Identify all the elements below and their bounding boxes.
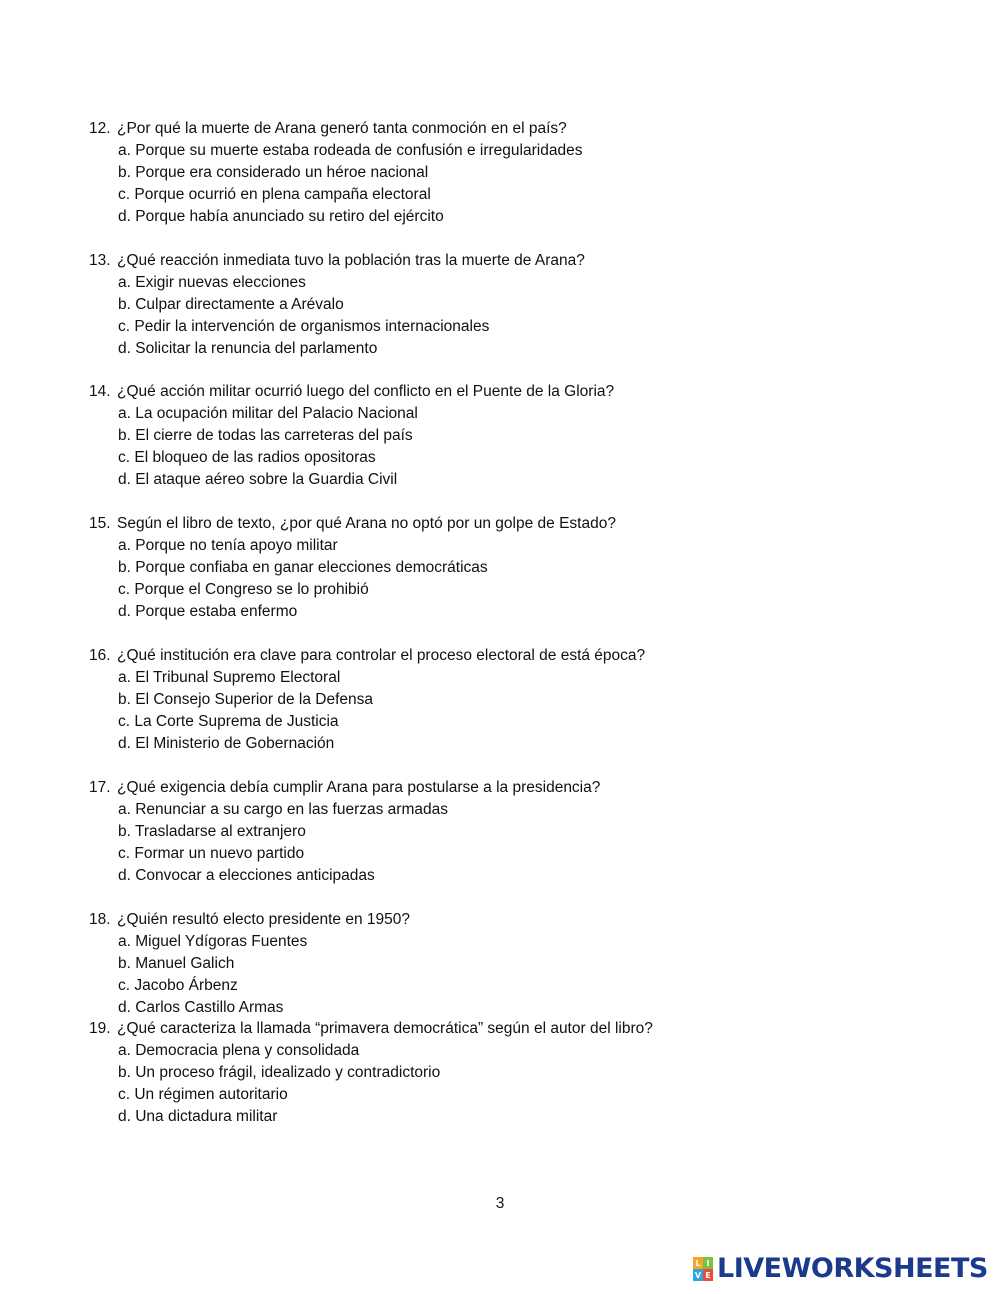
question-text: ¿Qué reacción inmediata tuvo la población tras la muerte de Arana? (117, 252, 585, 269)
question-12 (89, 118, 949, 228)
question-number: 14. (89, 383, 111, 400)
question-number: 17. (89, 779, 111, 796)
option-c: c. Formar un nuevo partido (118, 845, 305, 862)
option-a: a. La ocupación militar del Palacio Nacional (118, 405, 418, 422)
option-c: c. Un régimen autoritario (118, 1086, 288, 1103)
option-d: d. Convocar a elecciones anticipadas (118, 867, 375, 884)
question-text: ¿Por qué la muerte de Arana generó tanta conmoción en el país? (117, 120, 567, 137)
question-13 (89, 250, 949, 360)
question-14 (89, 381, 949, 491)
question-text: ¿Qué exigencia debía cumplir Arana para postularse a la presidencia? (117, 779, 601, 796)
question-line (89, 909, 949, 931)
option-c: c. Porque ocurrió en plena campaña electoral (118, 186, 431, 203)
option-b: b. Culpar directamente a Arévalo (118, 296, 344, 313)
option-d: d. El Ministerio de Gobernación (118, 735, 335, 752)
page-number: 3 (495, 1195, 505, 1212)
question-line (89, 1018, 949, 1040)
option-b: b. Porque era considerado un héroe nacional (118, 164, 429, 181)
option-c: c. Porque el Congreso se lo prohibió (118, 581, 369, 598)
option-c: c. El bloqueo de las radios opositoras (118, 449, 376, 466)
question-number: 18. (89, 911, 111, 928)
question-line (89, 513, 949, 535)
question-text: ¿Qué caracteriza la llamada “primavera democrática” según el autor del libro? (117, 1020, 653, 1037)
question-text: ¿Qué acción militar ocurrió luego del conflicto en el Puente de la Gloria? (117, 383, 615, 400)
question-number: 12. (89, 120, 111, 137)
question-18 (89, 909, 949, 1019)
option-d: d. Porque estaba enfermo (118, 603, 298, 620)
question-line (89, 381, 949, 403)
question-line (89, 777, 949, 799)
option-d: d. Una dictadura militar (118, 1108, 278, 1125)
option-b: b. Porque confiaba en ganar elecciones democráticas (118, 559, 488, 576)
question-text: ¿Qué institución era clave para controlar el proceso electoral de está época? (117, 647, 646, 664)
question-line (89, 118, 949, 140)
logo-mark-letter: I (703, 1257, 713, 1269)
option-a: a. Porque su muerte estaba rodeada de confusión e irregularidades (118, 142, 583, 159)
option-a: a. Porque no tenía apoyo militar (118, 537, 338, 554)
option-a: a. Miguel Ydígoras Fuentes (118, 933, 308, 950)
question-number: 19. (89, 1020, 111, 1037)
option-c: c. La Corte Suprema de Justicia (118, 713, 339, 730)
logo-text: LIVEWORKSHEETS (717, 1253, 988, 1284)
option-a: a. Exigir nuevas elecciones (118, 274, 306, 291)
question-number: 16. (89, 647, 111, 664)
option-d: d. El ataque aéreo sobre la Guardia Civil (118, 471, 398, 488)
liveworksheets-logo[interactable] (693, 1252, 988, 1286)
question-16 (89, 645, 949, 755)
question-text: Según el libro de texto, ¿por qué Arana no optó por un golpe de Estado? (117, 515, 616, 532)
question-number: 13. (89, 252, 111, 269)
option-c: c. Jacobo Árbenz (118, 977, 238, 994)
logo-mark-letter: V (694, 1270, 702, 1280)
liveworksheets-logo-icon (693, 1257, 713, 1281)
option-d: d. Solicitar la renuncia del parlamento (118, 340, 378, 357)
option-b: b. Manuel Galich (118, 955, 235, 972)
option-b: b. Un proceso frágil, idealizado y contradictorio (118, 1064, 441, 1081)
option-b: b. Trasladarse al extranjero (118, 823, 306, 840)
option-d: d. Carlos Castillo Armas (118, 999, 284, 1016)
option-a: a. Renunciar a su cargo en las fuerzas armadas (118, 801, 448, 818)
option-a: a. El Tribunal Supremo Electoral (118, 669, 341, 686)
option-d: d. Porque había anunciado su retiro del ejército (118, 208, 444, 225)
logo-mark-letter: E (703, 1269, 713, 1281)
option-b: b. El cierre de todas las carreteras del país (118, 427, 413, 444)
question-line (89, 645, 949, 667)
question-19 (89, 1018, 949, 1128)
logo-mark-letter: L (693, 1257, 703, 1269)
option-c: c. Pedir la intervención de organismos internacionales (118, 318, 490, 335)
question-number: 15. (89, 515, 111, 532)
option-b: b. El Consejo Superior de la Defensa (118, 691, 374, 708)
option-a: a. Democracia plena y consolidada (118, 1042, 360, 1059)
question-17 (89, 777, 949, 887)
question-15 (89, 513, 949, 623)
question-line (89, 250, 949, 272)
question-text: ¿Quién resultó electo presidente en 1950? (117, 911, 410, 928)
